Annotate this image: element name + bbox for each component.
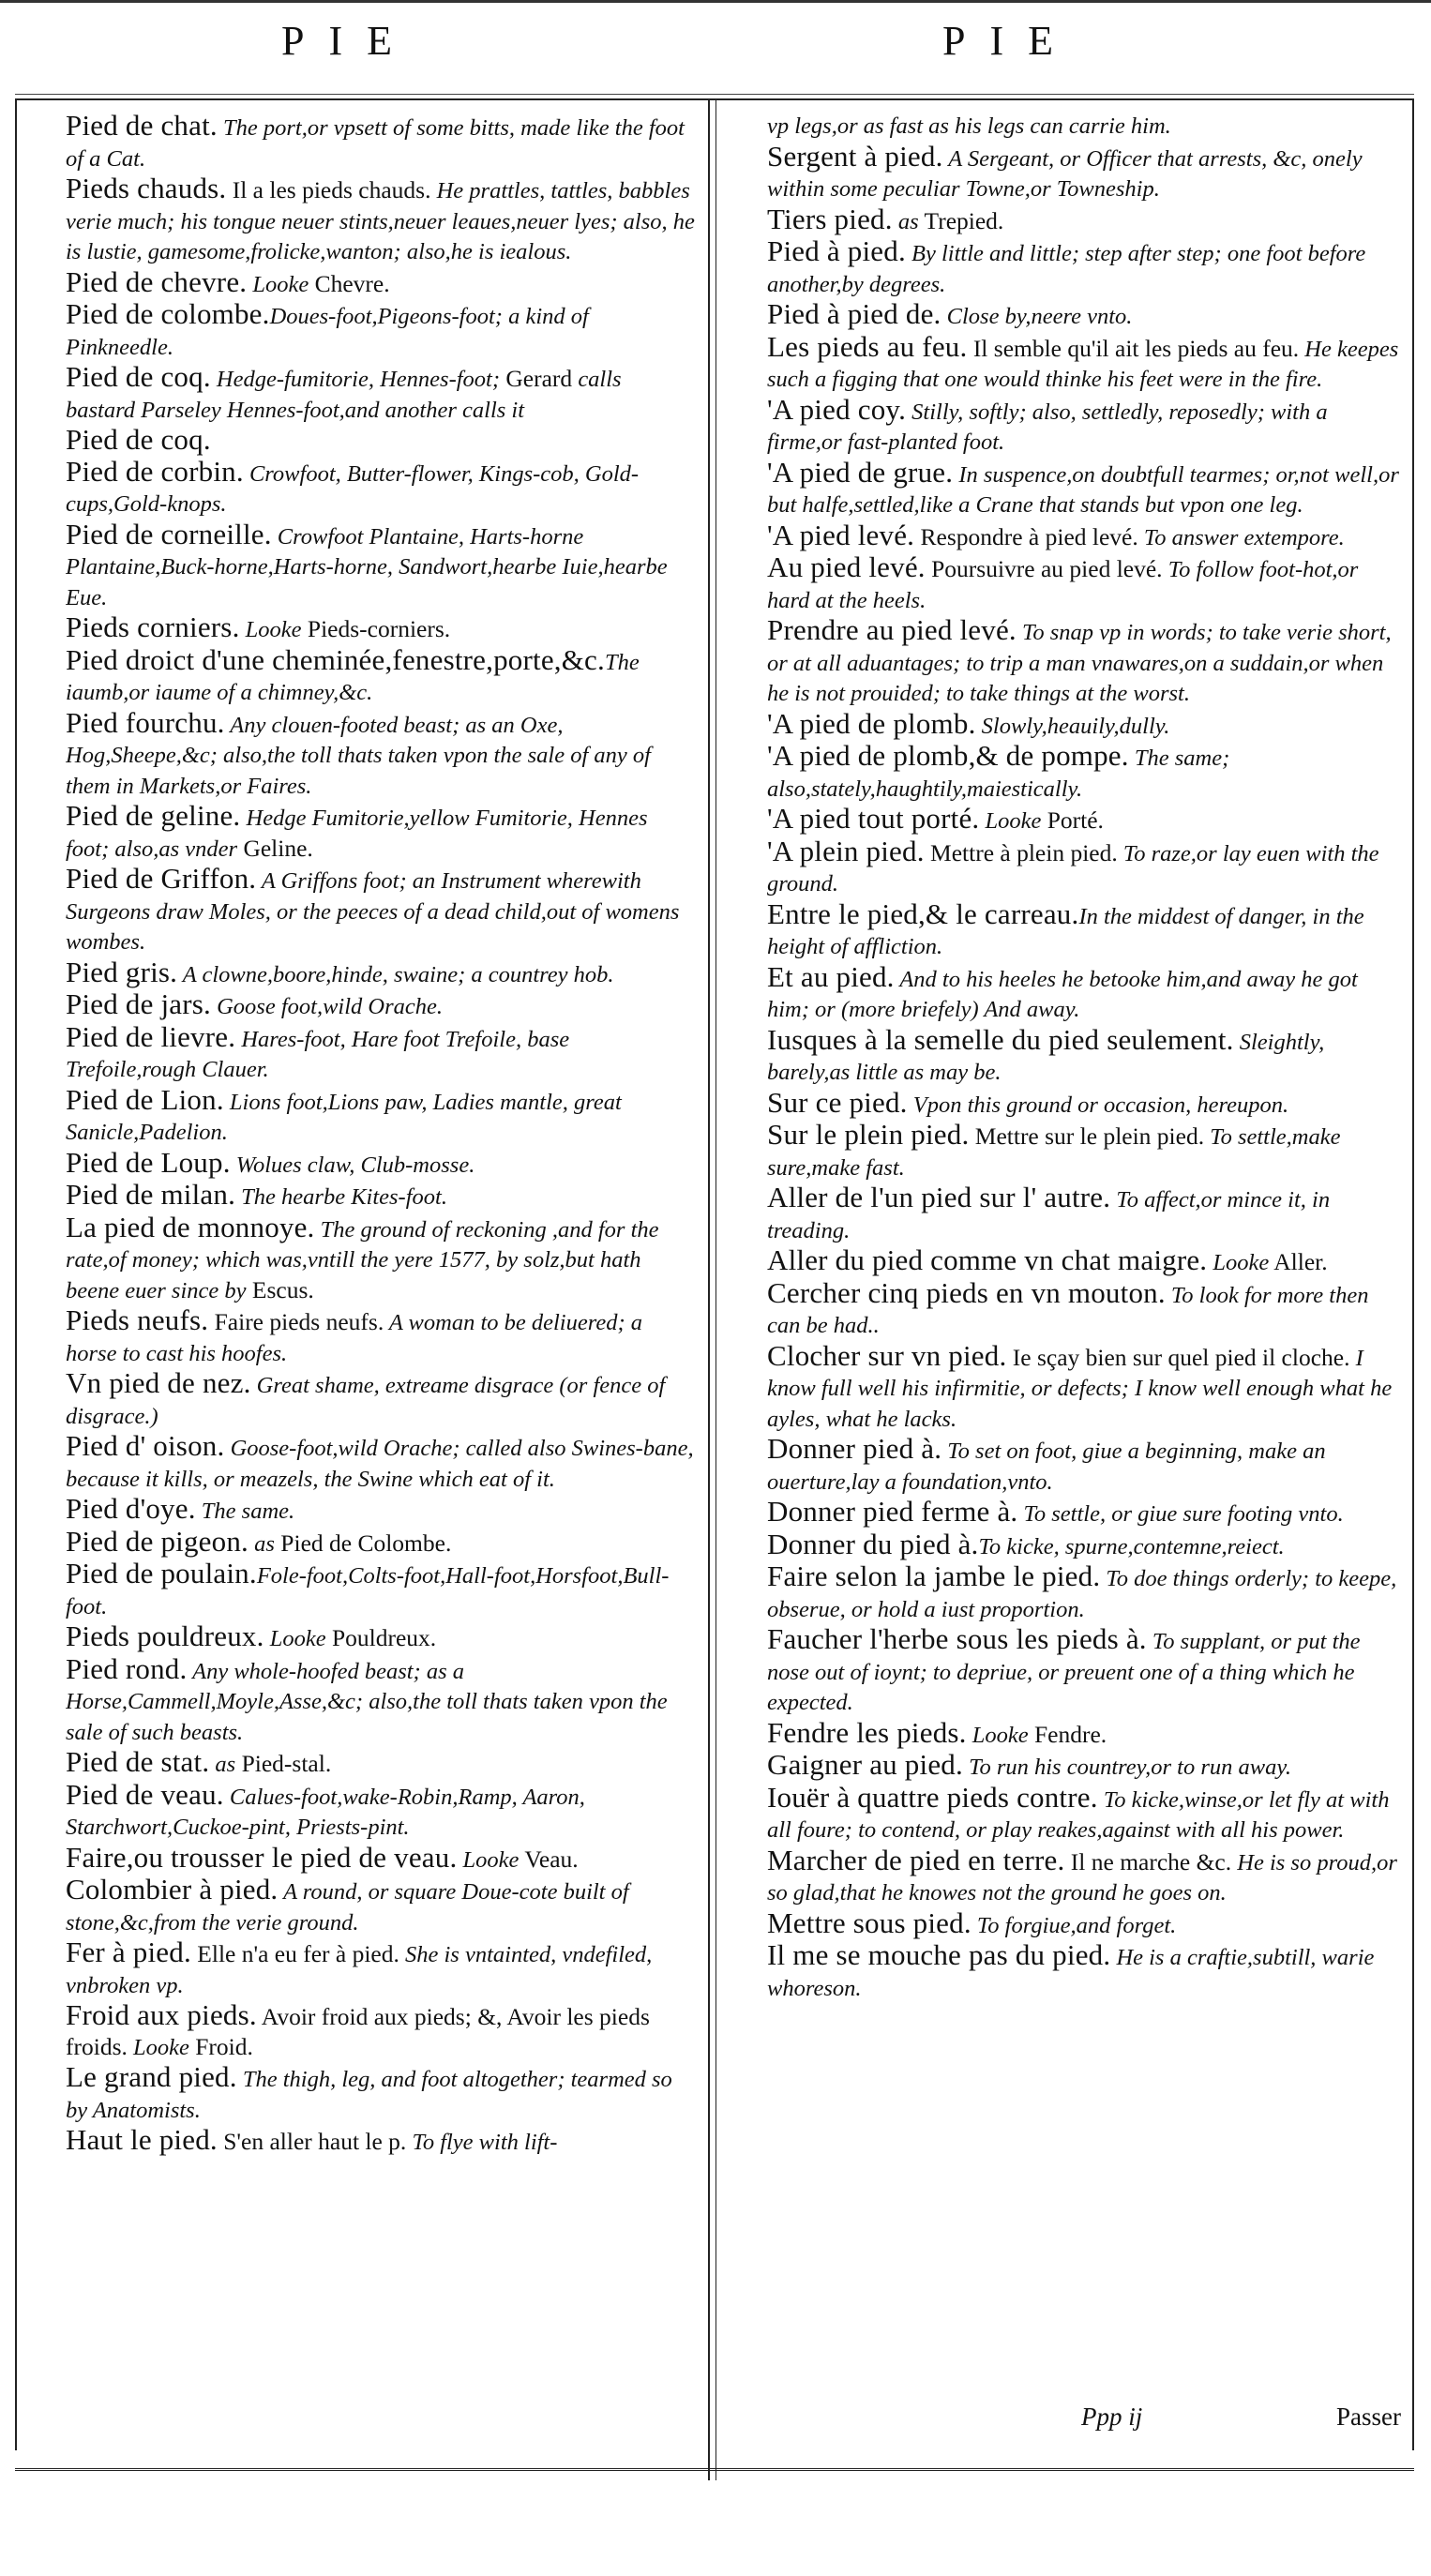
english-gloss: as — [892, 208, 919, 234]
dictionary-entry — [767, 392, 1401, 458]
dictionary-entry — [767, 236, 1401, 299]
headword: Les pieds au feu. — [767, 329, 968, 363]
bottom-rule — [15, 2468, 1414, 2471]
headword: Pied de Loup. — [66, 1145, 231, 1179]
dictionary-entry — [66, 173, 696, 267]
french-text: Geline. — [237, 834, 313, 862]
english-gloss: The same; also,stately,haughtily,maiestically. — [767, 746, 1230, 802]
dictionary-entry — [66, 957, 696, 990]
dictionary-entry — [66, 1875, 696, 1937]
dictionary-entry — [767, 1561, 1401, 1624]
english-gloss: He is a craftie,subtill, warie whoreson. — [767, 1945, 1375, 2001]
french-text: Il ne marche &c. — [1064, 1847, 1232, 1876]
french-text: Mettre à plein pied. — [924, 838, 1118, 866]
headword: Haut le pied. — [66, 2123, 218, 2156]
english-gloss: To set on foot, giue a beginning, make an ouerture,lay a foundation,vnto. — [767, 1439, 1326, 1495]
english-gloss: To doe things orderly; to keepe, obserue, or hold a iust proportion. — [767, 1566, 1397, 1622]
dictionary-entry — [767, 836, 1401, 899]
dictionary-entry — [767, 520, 1401, 553]
english-gloss: Looke — [1207, 1250, 1270, 1275]
english-gloss: Lions foot,Lions paw, Ladies mantle, great Sanicle,Padelion. — [66, 1089, 622, 1145]
english-gloss: Looke — [966, 1722, 1029, 1748]
english-gloss: A Sergeant, or Officer that arrests, &c, onely within some peculiar Towne,or Towneship. — [767, 145, 1363, 202]
headword: Pied de corbin. — [66, 454, 244, 488]
english-gloss: To raze,or lay euen with the ground. — [767, 840, 1379, 896]
dictionary-entry — [66, 264, 696, 300]
headword: Pied de jars. — [66, 987, 211, 1020]
headword: Faucher l'herbe sous les pieds à. — [767, 1622, 1147, 1655]
headword: Pieds pouldreux. — [66, 1619, 264, 1652]
english-gloss: He prattles, tattles, babbles verie much; his tongue neuer stints,neuer leaues,neuer lyes; also, he is lustie, gamesome,frolicke,wanton; also,he is iealous. — [66, 178, 695, 264]
dictionary-entry — [767, 1529, 1401, 1562]
english-gloss: Sleightly, barely,as little as may be. — [767, 1029, 1325, 1085]
dictionary-entry — [767, 552, 1401, 615]
dictionary-entry — [66, 864, 696, 957]
english-gloss: A round, or square Doue-cote built of stone,&c,from the verie ground. — [66, 1879, 629, 1936]
headword: Pied à pied. — [767, 234, 906, 267]
english-gloss: A clowne,boore,hinde, swaine; a countrey hob. — [177, 961, 614, 987]
english-gloss: Hedge-fumitorie, Hennes-foot; — [210, 367, 501, 392]
dictionary-entry — [767, 1940, 1401, 2003]
headword: Donner pied ferme à. — [767, 1495, 1018, 1528]
headword: Pied de milan. — [66, 1178, 236, 1211]
headword: 'A pied tout porté. — [767, 802, 980, 835]
headword: Iusques à la semelle du pied seulement. — [767, 1022, 1234, 1056]
headword: Pieds chauds. — [66, 172, 227, 204]
running-head-right: PIE — [942, 18, 1077, 64]
english-gloss: A Griffons foot; an Instrument wherewith Surgeons draw Moles, or the peeces of a dead child,out of womens wombes. — [66, 868, 680, 955]
headword: Pied gris. — [66, 955, 178, 988]
dictionary-entry — [66, 801, 696, 864]
headword: Pied de corneille. — [66, 517, 272, 550]
english-gloss: Calues-foot,wake-Robin,Ramp, Aaron, Starchwort,Cuckoe-pint, Priests-pint. — [66, 1784, 585, 1840]
headword: Aller de l'un pied sur l' autre. — [767, 1181, 1111, 1213]
headword: 'A pied de grue. — [767, 455, 954, 489]
english-gloss: I know full well his infirmitie, or defects; I know well enough what he ayles, what he lacks. — [767, 1345, 1393, 1432]
dictionary-entry — [767, 1245, 1401, 1278]
headword: Faire selon la jambe le pied. — [767, 1559, 1101, 1592]
english-gloss: To run his countrey,or to run away. — [962, 1755, 1292, 1780]
dictionary-entry — [767, 1434, 1401, 1497]
headword: Pieds corniers. — [66, 610, 240, 643]
left-column — [66, 111, 696, 2463]
english-gloss: Great shame, extreame disgrace (or fence of disgrace.) — [66, 1373, 666, 1429]
dictionary-entry — [767, 1275, 1401, 1341]
headword: Pied à pied de. — [767, 297, 941, 330]
english-gloss: To snap vp in words; to take verie short, or at all aduantages; to trip a man vnawares,on a suddain,or when he is not prouided; to take things at the worst. — [767, 620, 1392, 706]
english-gloss: Looke — [239, 617, 302, 642]
dictionary-entry — [767, 1497, 1401, 1529]
english-gloss: as — [209, 1752, 236, 1777]
dictionary-entry — [66, 1559, 696, 1621]
dictionary-entry — [767, 1085, 1401, 1121]
french-text: Froid. — [188, 2032, 253, 2060]
dictionary-entry — [66, 705, 696, 802]
english-gloss: To flye with lift- — [406, 2130, 558, 2155]
english-gloss: To forgiue,and forget. — [971, 1912, 1177, 1938]
headword: Pied de lievre. — [66, 1019, 236, 1053]
english-gloss: Any clouen-footed beast; as an Oxe, Hog,Sheepe,&c; also,the toll thats taken vpon the sale of any of them in Markets,or Faires. — [66, 712, 651, 799]
english-gloss: To follow foot-hot,or hard at the heels. — [767, 557, 1359, 613]
headword: Sur ce pied. — [767, 1085, 908, 1119]
headword: Et au pied. — [767, 959, 895, 993]
dictionary-entry — [66, 517, 696, 613]
headword: Pieds neufs. — [66, 1303, 209, 1336]
dictionary-entry — [66, 362, 696, 425]
headword: Pied de chat. — [66, 111, 218, 142]
headword: Donner du pied à. — [767, 1527, 979, 1560]
french-text: Avoir froid aux pieds; &, Avoir les pieds froids. — [66, 2003, 650, 2060]
headword: 'A pied coy. — [767, 392, 907, 426]
headword: Cercher cinq pieds en vn mouton. — [767, 1275, 1166, 1309]
headword: La pied de monnoye. — [66, 1210, 315, 1243]
page-footer — [767, 2403, 1401, 2440]
column-divider — [708, 98, 710, 2480]
headword: 'A pied levé. — [767, 518, 915, 551]
french-text: Faire pieds neufs. — [208, 1308, 384, 1335]
headword: 'A pied de plomb. — [767, 706, 976, 740]
french-text: Pied-stal. — [235, 1750, 332, 1777]
english-gloss: In the middest of danger, in the height of affliction. — [767, 903, 1364, 959]
english-gloss: vp legs,or as fast as his legs can carrie him. — [767, 113, 1171, 139]
english-gloss: Slowly,heauily,dully. — [975, 713, 1170, 739]
french-text: Ie sçay bien sur quel pied il cloche. — [1006, 1343, 1350, 1371]
english-gloss: The ground of reckoning ,and for the rate,of money; which was,vntill the yere 1577, by solz,but hath beene euer since by — [66, 1216, 659, 1303]
dictionary-entry — [66, 2062, 696, 2125]
french-text: Porté. — [1041, 806, 1104, 834]
dictionary-entry — [66, 1145, 696, 1181]
english-gloss: He keepes such a figging that one would thinke his feet were in the fire. — [767, 336, 1399, 392]
dictionary-entry — [66, 1431, 696, 1494]
english-gloss: Hedge Fumitorie,yellow Fumitorie, Hennes foot; also,as vnder — [66, 806, 648, 862]
dictionary-entry — [767, 1780, 1401, 1845]
signature-mark: Ppp ij — [1081, 2403, 1143, 2431]
english-gloss: Stilly, softly; also, settledly, reposedly; with a firme,or fast-planted foot. — [767, 399, 1328, 455]
headword: Sur le plein pied. — [767, 1118, 970, 1151]
headword: Pied de geline. — [66, 799, 241, 832]
headword: Pied de coq. — [66, 360, 211, 393]
headword: Pied de stat. — [66, 1745, 210, 1778]
dictionary-entry — [767, 1715, 1401, 1751]
headword: Aller du pied comme vn chat maigre. — [767, 1243, 1208, 1276]
dictionary-entry — [767, 111, 1401, 142]
english-gloss: Goose foot,wild Orache. — [210, 994, 444, 1019]
english-gloss: In suspence,on doubtfull tearmes; or,not well,or but halfe,settled,like a Crane that stands but vpon one leg. — [767, 461, 1399, 518]
dictionary-entry — [767, 1750, 1401, 1783]
dictionary-entry — [66, 1937, 696, 2000]
headword: Pied de colombe. — [66, 297, 270, 330]
headword: Marcher de pied en terre. — [767, 1843, 1065, 1876]
headword: Pied de pigeon. — [66, 1524, 249, 1558]
headword: Mettre sous pied. — [767, 1906, 972, 1939]
top-rule — [0, 0, 1431, 12]
english-gloss: Doues-foot,Pigeons-foot; a kind of Pinkneedle. — [66, 304, 589, 360]
headword: Pied de chevre. — [66, 264, 248, 298]
dictionary-entry — [767, 329, 1401, 395]
english-gloss: He is so proud,or so glad,that he knowes not the ground he goes on. — [767, 1849, 1397, 1906]
english-gloss: calls bastard Parseley Hennes-foot,and another calls it — [66, 367, 622, 423]
english-gloss: To kicke, spurne,contemne,reiect. — [978, 1533, 1285, 1559]
dictionary-entry — [66, 1840, 696, 1876]
english-gloss: To kicke,winse,or let fly at with all foure; to contend, or play reakes,against with all his power. — [767, 1786, 1390, 1843]
french-text: Veau. — [519, 1845, 579, 1873]
english-gloss: The thigh, leg, and foot altogether; tearmed so by Anatomists. — [66, 2067, 672, 2123]
english-gloss: By little and little; step after step; one foot before another,by degrees. — [767, 241, 1366, 297]
headword: Le grand pied. — [66, 2060, 237, 2093]
dictionary-entry — [66, 1305, 696, 1368]
english-gloss: And to his heeles he betooke him,and away he got him; or (more briefely) And away. — [767, 966, 1358, 1022]
english-gloss: The same. — [195, 1499, 295, 1524]
headword: Tiers pied. — [767, 202, 893, 235]
headword: Entre le pied,& le carreau. — [767, 896, 1079, 930]
dictionary-entry — [767, 959, 1401, 1025]
headword: Il me se mouche pas du pied. — [767, 1938, 1111, 1971]
dictionary-entry — [767, 1022, 1401, 1088]
english-gloss: Fole-foot,Colts-foot,Hall-foot,Horsfoot,Bull-foot. — [66, 1563, 670, 1619]
french-text: Poursuivre au pied levé. — [925, 555, 1163, 582]
french-text: Respondre à pied levé. — [914, 522, 1138, 550]
french-text: Chevre. — [309, 269, 390, 297]
catchword: Passer — [1336, 2403, 1401, 2431]
headword: Pied de coq. — [66, 423, 211, 456]
english-gloss: Looke — [264, 1626, 326, 1651]
headword: Faire,ou trousser le pied de veau. — [66, 1840, 458, 1874]
headword: Pied de Lion. — [66, 1082, 224, 1116]
dictionary-entry — [66, 1082, 696, 1148]
english-gloss: Goose-foot,wild Orache; called also Swines-bane, because it kills, or meazels, the Swine which eat of it. — [66, 1436, 694, 1492]
dictionary-entry — [767, 1624, 1401, 1718]
dictionary-entry — [767, 1845, 1401, 1908]
english-gloss: Looke — [979, 808, 1042, 834]
dictionary-entry — [66, 1651, 696, 1748]
headword: Froid aux pieds. — [66, 1998, 257, 2031]
headword: Pied rond. — [66, 1651, 188, 1685]
dictionary-entry — [66, 1210, 696, 1306]
english-gloss: Looke — [457, 1846, 520, 1873]
dictionary-entry — [66, 642, 696, 708]
dictionary-entry — [66, 1777, 696, 1843]
headword: Pied fourchu. — [66, 705, 225, 739]
english-gloss: The port,or vpsett of some bitts, made like the foot of a Cat. — [66, 115, 685, 172]
dictionary-entry — [66, 1019, 696, 1085]
english-gloss: The hearbe Kites-foot. — [235, 1184, 447, 1210]
french-text: Mettre sur le plein pied. — [969, 1122, 1205, 1150]
dictionary-entry — [66, 425, 696, 457]
english-gloss: The iaumb,or iaume of a chimney,&c. — [66, 649, 640, 705]
french-text: Il semble qu'il ait les pieds au feu. — [967, 334, 1300, 362]
english-gloss: To settle, or giue sure footing vnto. — [1017, 1501, 1344, 1527]
french-text: Escus. — [246, 1275, 314, 1303]
dictionary-entry — [66, 1180, 696, 1213]
dictionary-entry — [66, 1494, 696, 1527]
headword: Clocher sur vn pied. — [767, 1338, 1007, 1372]
french-text: Pouldreux. — [325, 1624, 437, 1651]
french-text: Pied de Colombe. — [274, 1529, 452, 1557]
dictionary-entry — [66, 299, 696, 362]
dictionary-entry — [767, 706, 1401, 742]
dictionary-entry — [767, 1908, 1401, 1941]
english-gloss: She is vntainted, vndefiled, vnbroken vp. — [66, 1942, 653, 1998]
headword: Pied d'oye. — [66, 1492, 196, 1525]
headword: Vn pied de nez. — [66, 1366, 251, 1399]
dictionary-entry — [767, 204, 1401, 237]
english-gloss: Looke — [127, 2034, 189, 2060]
headword: Pied d' oison. — [66, 1429, 225, 1462]
english-gloss: Crowfoot, Butter-flower, Kings-cob, Gold-cups,Gold-knops. — [66, 460, 640, 517]
french-text: S'en aller haut le p. — [217, 2128, 407, 2155]
headword: Au pied levé. — [767, 550, 926, 583]
english-gloss: To affect,or mince it, in treading. — [767, 1187, 1331, 1243]
headword: Gaigner au pied. — [767, 1748, 963, 1781]
dictionary-entry — [66, 454, 696, 520]
english-gloss: To settle,make sure,make fast. — [767, 1124, 1341, 1181]
dictionary-entry — [767, 615, 1401, 709]
dictionary-entry — [66, 2000, 696, 2062]
dictionary-entry — [66, 1747, 696, 1780]
headword: 'A pied de plomb,& de pompe. — [767, 739, 1129, 772]
dictionary-entry — [767, 139, 1401, 204]
headword: Pied de veau. — [66, 1777, 224, 1811]
dictionary-entry — [767, 455, 1401, 520]
headword: Sergent à pied. — [767, 139, 943, 173]
running-head-left: PIE — [281, 18, 416, 64]
english-gloss: To look for more then can be had.. — [767, 1282, 1369, 1338]
dictionary-entry — [66, 2125, 696, 2158]
headword: Pied droict d'une cheminée,fenestre,porte,&c. — [66, 642, 605, 676]
english-gloss: Crowfoot Plantaine, Harts-horne Plantaine,Buck-horne,Harts-horne, Sandwort,hearbe Iuie,hearbe Eue. — [66, 523, 668, 610]
dictionary-entry — [767, 896, 1401, 962]
french-text: Elle n'a eu fer à pied. — [190, 1940, 399, 1967]
dictionary-entry — [66, 1524, 696, 1559]
dictionary-entry — [66, 1368, 696, 1431]
dictionary-entry — [66, 989, 696, 1022]
english-gloss: To supplant, or put the nose out of ioynt; to depriue, or preuent one of a thing which he expected. — [767, 1629, 1361, 1715]
english-gloss: Wolues claw, Club-mosse. — [230, 1152, 475, 1178]
french-text: Gerard — [500, 365, 573, 392]
dictionary-entry — [767, 1183, 1401, 1245]
right-column — [767, 111, 1401, 2463]
running-headers — [0, 17, 1431, 73]
dictionary-entry — [767, 1338, 1401, 1435]
english-gloss: Any whole-hoofed beast; as a Horse,Cammell,Moyle,Asse,&c; also,the toll thats taken vpon the sale of such beasts. — [66, 1658, 668, 1745]
headword: 'A plein pied. — [767, 834, 925, 867]
dictionary-entry — [767, 741, 1401, 804]
headword: Iouër à quattre pieds contre. — [767, 1780, 1098, 1814]
headword: Colombier à pied. — [66, 1873, 279, 1906]
header-rule — [15, 94, 1414, 95]
headword: Fendre les pieds. — [767, 1715, 967, 1749]
english-gloss: A woman to be deliuered; a horse to cast his hoofes. — [66, 1310, 643, 1366]
french-text: Pieds-corniers. — [301, 615, 451, 642]
headword: Pied de poulain. — [66, 1557, 257, 1589]
english-gloss: Vpon this ground or occasion, hereupon. — [907, 1092, 1289, 1118]
dictionary-entry — [767, 299, 1401, 332]
dictionary-entry — [66, 111, 696, 173]
english-gloss: Close by,neere vnto. — [941, 304, 1133, 329]
french-text: Trepied. — [918, 206, 1004, 234]
dictionary-entry — [66, 1621, 696, 1654]
headword: Donner pied à. — [767, 1432, 942, 1465]
headword: Prendre au pied levé. — [767, 613, 1017, 646]
french-text: Il a les pieds chauds. — [226, 176, 431, 203]
dictionary-entry — [767, 1120, 1401, 1183]
english-gloss: To answer extempore. — [1137, 524, 1345, 550]
english-gloss: Hares-foot, Hare foot Trefoile, base Trefoile,rough Clauer. — [66, 1026, 570, 1082]
dictionary-entry — [767, 804, 1401, 836]
dictionary-entry — [66, 612, 696, 645]
english-gloss: as — [249, 1530, 275, 1557]
french-text: Aller. — [1269, 1248, 1328, 1275]
french-text: Fendre. — [1028, 1720, 1107, 1748]
headword: Fer à pied. — [66, 1936, 191, 1968]
english-gloss: Looke — [247, 271, 309, 297]
headword: Pied de Griffon. — [66, 862, 257, 895]
